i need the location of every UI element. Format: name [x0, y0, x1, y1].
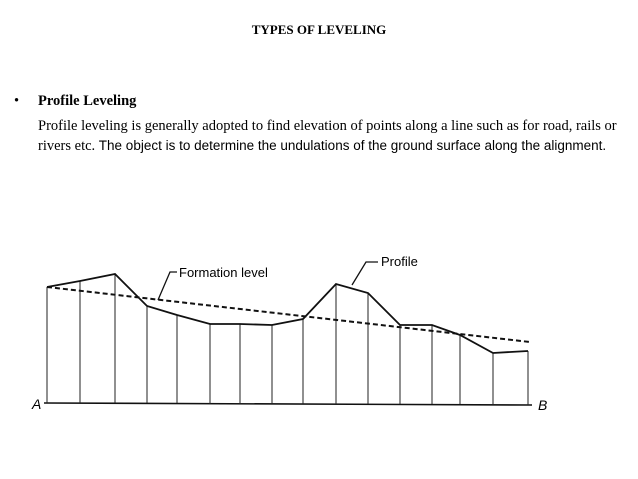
point-b-label: B [538, 397, 548, 413]
paragraph-sans-text: The object is to determine the undulations of the ground surface along the alignment. [98, 138, 607, 153]
bullet-dot: • [14, 93, 20, 109]
formation-level-label: Formation level [179, 265, 268, 280]
baseline-ab [44, 403, 532, 405]
profile-label: Profile [381, 254, 418, 269]
slide-title: TYPES OF LEVELING [251, 22, 387, 37]
ordinate-lines [47, 274, 528, 405]
formation-level-leader [158, 272, 177, 300]
paragraph-serif-text: Profile leveling is generally adopted to find elevation of points along a line such as for road, rails or rivers etc. [38, 118, 617, 154]
point-a-label: A [32, 396, 42, 412]
formation-level-line [47, 287, 530, 342]
section-heading: Profile Leveling [38, 93, 137, 109]
profile-leader [352, 262, 378, 285]
